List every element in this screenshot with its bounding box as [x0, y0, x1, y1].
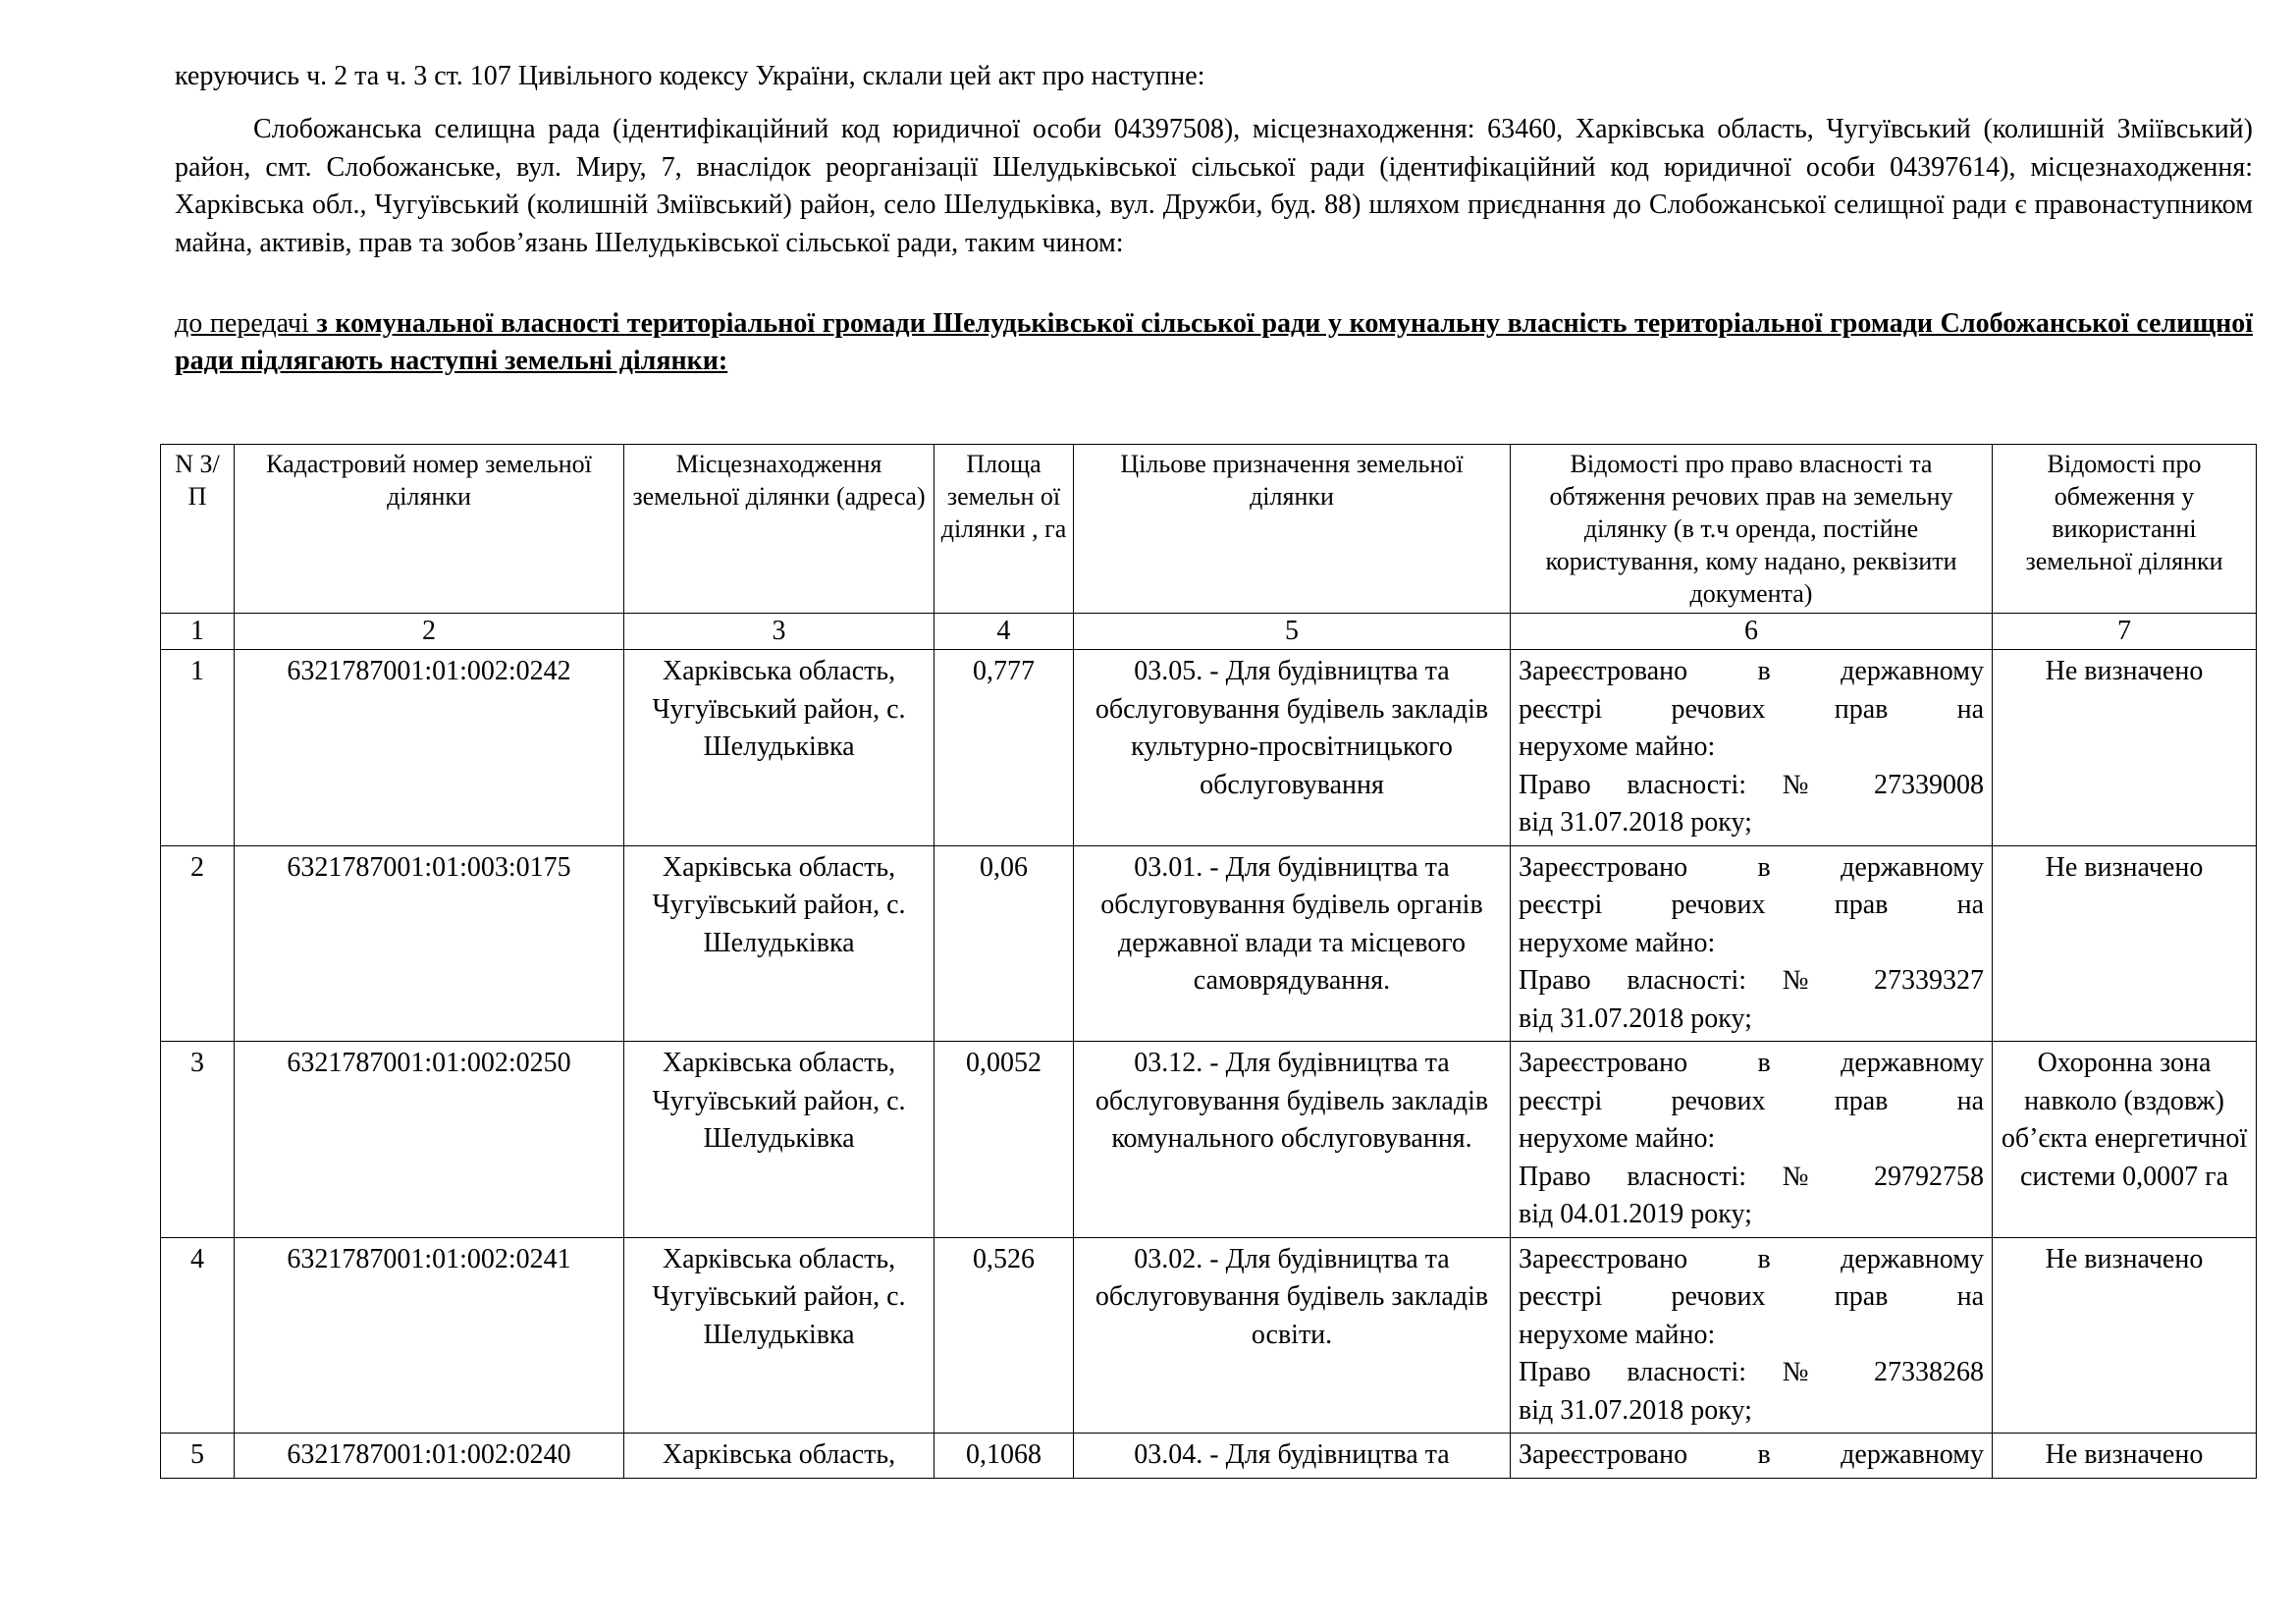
column-number: 6: [1511, 614, 1993, 650]
plot-area: 0,0052: [934, 1042, 1074, 1238]
rights-line: Зареєстровано в державному: [1519, 1243, 1984, 1274]
restrictions-info: Не визначено: [1993, 650, 2257, 846]
table-row: [161, 650, 2257, 846]
row-number: 5: [161, 1434, 235, 1479]
plot-area: 0,526: [934, 1237, 1074, 1434]
rights-line: реєстрі речових прав на: [1519, 693, 1984, 725]
row-number: 1: [161, 650, 235, 846]
header-rights: Відомості про право власності та обтяження речових прав на земельну ділянку (в т.ч оренда, постійне користування, кому надано, реквізити документа): [1511, 445, 1993, 614]
ownership-info: [1511, 1434, 1993, 1479]
rights-line: від 31.07.2018 року;: [1519, 1394, 1752, 1426]
row-number: 2: [161, 845, 235, 1042]
header-area: Площа земельн ої ділянки , га: [934, 445, 1074, 614]
header-purpose: Цільове призначення земельної ділянки: [1074, 445, 1511, 614]
plot-purpose: 03.04. - Для будівництва та: [1074, 1434, 1511, 1479]
plot-address: Харківська область, Чугуївський район, с. Шелудьківка: [624, 650, 934, 846]
header-restrictions: Відомості про обмеження у використанні земельної ділянки: [1993, 445, 2257, 614]
plot-purpose: 03.05. - Для будівництва та обслуговування будівель закладів культурно-просвітницького обслуговування: [1074, 650, 1511, 846]
plot-purpose: 03.02. - Для будівництва та обслуговування будівель закладів освіти.: [1074, 1237, 1511, 1434]
header-number: N З/ П: [161, 445, 235, 614]
table-row: [161, 1042, 2257, 1238]
cadastral-number: 6321787001:01:002:0242: [235, 650, 624, 846]
column-number: 7: [1993, 614, 2257, 650]
column-number: 2: [235, 614, 624, 650]
rights-line: нерухоме майно:: [1519, 927, 1716, 958]
header-address: Місцезнаходження земельної ділянки (адреса): [624, 445, 934, 614]
column-number: 5: [1074, 614, 1511, 650]
cadastral-number: 6321787001:01:002:0241: [235, 1237, 624, 1434]
rights-line: нерухоме майно:: [1519, 1123, 1716, 1154]
section-heading: [175, 305, 2253, 380]
plot-area: 0,1068: [934, 1434, 1074, 1479]
rights-line: нерухоме майно:: [1519, 731, 1716, 762]
cadastral-number: 6321787001:01:003:0175: [235, 845, 624, 1042]
ownership-info: [1511, 845, 1993, 1042]
restrictions-info: Не визначено: [1993, 1237, 2257, 1434]
plot-purpose: 03.12. - Для будівництва та обслуговування будівель закладів комунального обслуговування.: [1074, 1042, 1511, 1238]
rights-line: Зареєстровано в державному: [1519, 656, 1984, 686]
land-plots-table: [160, 444, 2257, 1479]
intro-first-line: керуючись ч. 2 та ч. 3 ст. 107 Цивільного кодексу України, склали цей акт про наступне:: [175, 61, 1205, 91]
ownership-info: [1511, 1042, 1993, 1238]
plot-address: Харківська область, Чугуївський район, с. Шелудьківка: [624, 1237, 934, 1434]
rights-line: від 31.07.2018 року;: [1519, 807, 1752, 838]
rights-line: Зареєстровано в державному: [1519, 851, 1984, 883]
plot-address: Харківська область,: [624, 1434, 934, 1479]
rights-line: від 31.07.2018 року;: [1519, 1002, 1752, 1034]
column-number: 1: [161, 614, 235, 650]
cadastral-number: 6321787001:01:002:0250: [235, 1042, 624, 1238]
plot-area: 0,777: [934, 650, 1074, 846]
row-number: 3: [161, 1042, 235, 1238]
plot-area: 0,06: [934, 845, 1074, 1042]
row-number: 4: [161, 1237, 235, 1434]
column-number: 4: [934, 614, 1074, 650]
rights-line: Зареєстровано в державному: [1519, 1439, 1984, 1470]
ownership-info: [1511, 650, 1993, 846]
rights-line: реєстрі речових прав на: [1519, 1085, 1984, 1116]
restrictions-info: Не визначено: [1993, 1434, 2257, 1479]
rights-line: реєстрі речових прав на: [1519, 890, 1984, 920]
table-row: [161, 845, 2257, 1042]
restrictions-info: Не визначено: [1993, 845, 2257, 1042]
column-numbers-row: [161, 614, 2257, 650]
plot-address: Харківська область, Чугуївський район, с. Шелудьківка: [624, 1042, 934, 1238]
rights-line: реєстрі речових прав на: [1519, 1281, 1984, 1312]
rights-line: Право власності: № 29792758: [1519, 1161, 1984, 1192]
plot-address: Харківська область, Чугуївський район, с. Шелудьківка: [624, 845, 934, 1042]
table-row: [161, 1434, 2257, 1479]
rights-line: від 04.01.2019 року;: [1519, 1199, 1752, 1229]
table-row: [161, 1237, 2257, 1434]
cadastral-number: 6321787001:01:002:0240: [235, 1434, 624, 1479]
header-cadastral: Кадастровий номер земельної ділянки: [235, 445, 624, 614]
ownership-info: [1511, 1237, 1993, 1434]
plot-purpose: 03.01. - Для будівництва та обслуговування будівель органів державної влади та місцевого самоврядування.: [1074, 845, 1511, 1042]
rights-line: нерухоме майно:: [1519, 1319, 1716, 1350]
rights-line: Право власності: № 27338268: [1519, 1357, 1984, 1387]
rights-line: Зареєстровано в державному: [1519, 1048, 1984, 1078]
table-header-row: [161, 445, 2257, 614]
intro-paragraph: [175, 111, 2253, 262]
column-number: 3: [624, 614, 934, 650]
heading-bold: з комунальної власності територіальної громади Шелудьківської сільської ради у комунальну власність територіальної громади Слобожанської селищної ради підлягають наступні земельні ділянки:: [175, 308, 2253, 376]
rights-line: Право власності: № 27339327: [1519, 965, 1984, 996]
restrictions-info: Охоронна зона навколо (вздовж) об’єкта енергетичної системи 0,0007 га: [1993, 1042, 2257, 1238]
heading-plain: до передачі: [175, 308, 317, 339]
intro-paragraph-text: Слобожанська селищна рада (ідентифікаційний код юридичної особи 04397508), місцезнаходження: 63460, Харківська область, Чугуївський (колишній Зміївський) район, смт. Слобожанське, вул. Миру, 7, внаслідок реорганізації Шелудьківської сільської ради (ідентифікаційний код юридичної особи 04397614), місцезнаходження: Харківська обл., Чугуївський (колишній Зміївський) район, село Шелудьківка, вул. Дружби, буд. 88) шляхом приєднання до Слобожанської селищної ради є правонаступником майна, активів, прав та зобов’язань Шелудьківської сільської ради, таким чином:: [175, 114, 2253, 258]
rights-line: Право власності: № 27339008: [1519, 769, 1984, 800]
